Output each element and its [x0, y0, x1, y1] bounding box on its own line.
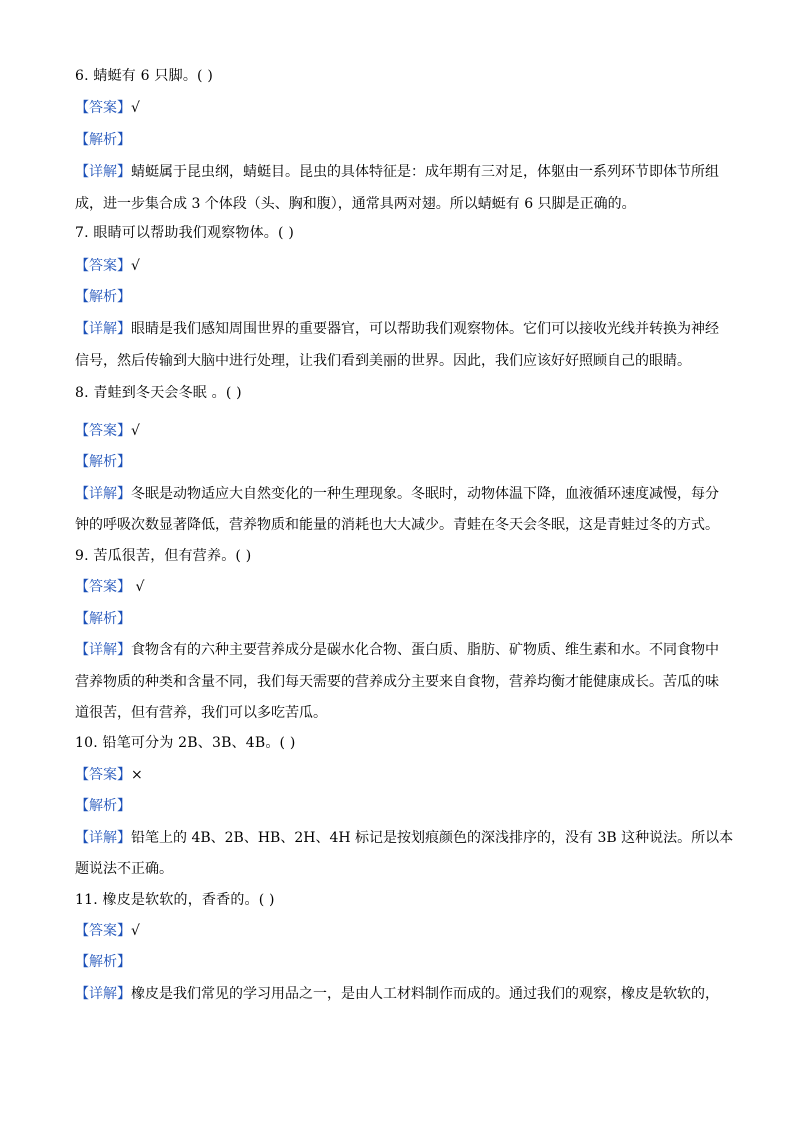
detail-text: 眼睛是我们感知周围世界的重要器官，可以帮助我们观察物体。它们可以接收光线并转换为神经	[131, 321, 719, 337]
detail-line	[75, 319, 725, 339]
answer-row-6	[75, 98, 725, 118]
question-10: 10. 铅笔可分为 2B、3B、4B。( )	[75, 735, 296, 751]
answer-value: √	[131, 923, 140, 939]
answer-value: √	[131, 100, 140, 116]
answer-label: 【答案】	[75, 258, 131, 274]
detail-line: 营养物质的种类和含量不同，我们每天需要的营养成分主要来自食物，营养均衡才能健康成长。苦瓜的味	[75, 674, 719, 690]
detail-text: 冬眠是动物适应大自然变化的一种生理现象。冬眠时，动物体温下降，血液循环速度减慢，每分	[131, 486, 719, 502]
analysis-label: 【解析】	[75, 798, 131, 814]
analysis-label: 【解析】	[75, 132, 131, 148]
answer-label: 【答案】	[75, 579, 131, 595]
detail-line	[75, 984, 725, 1004]
detail-label: 【详解】	[75, 486, 131, 502]
answer-label: 【答案】	[75, 767, 131, 783]
question-8: 8. 青蛙到冬天会冬眠 。( )	[75, 385, 242, 401]
detail-line	[75, 484, 725, 504]
analysis-label: 【解析】	[75, 954, 131, 970]
answer-label: 【答案】	[75, 423, 131, 439]
analysis-label: 【解析】	[75, 611, 131, 627]
detail-text: 铅笔上的 4B、2B、HB、2H、4H 标记是按划痕颜色的深浅排序的，没有 3B 这种说法。所以本	[131, 830, 734, 846]
question-6: 6. 蜻蜓有 6 只脚。( )	[75, 68, 213, 84]
detail-line: 题说法不正确。	[75, 861, 173, 877]
question-11: 11. 橡皮是软软的，香香的。( )	[75, 892, 275, 908]
detail-label: 【详解】	[75, 642, 131, 658]
answer-row-7	[75, 256, 725, 276]
detail-line: 钟的呼吸次数显著降低，营养物质和能量的消耗也大大减少。青蛙在冬天会冬眠，这是青蛙过冬的方式。	[75, 517, 719, 533]
answer-value: √	[131, 423, 140, 439]
detail-text: 橡皮是我们常见的学习用品之一，是由人工材料制作而成的。通过我们的观察，橡皮是软软的，	[131, 986, 719, 1002]
detail-line	[75, 162, 725, 182]
analysis-label: 【解析】	[75, 289, 131, 305]
answer-value: √	[131, 579, 145, 595]
question-9: 9. 苦瓜很苦，但有营养。( )	[75, 548, 252, 564]
detail-label: 【详解】	[75, 830, 131, 846]
question-7: 7. 眼睛可以帮助我们观察物体。( )	[75, 225, 294, 241]
detail-line: 信号，然后传输到大脑中进行处理，让我们看到美丽的世界。因此，我们应该好好照顾自己的眼睛。	[75, 353, 691, 369]
detail-line: 成，进一步集合成 3 个体段（头、胸和腹），通常具两对翅。所以蜻蜓有 6 只脚是正确的。	[75, 196, 636, 212]
answer-row-8	[75, 421, 725, 441]
detail-text: 食物含有的六种主要营养成分是碳水化合物、蛋白质、脂肪、矿物质、维生素和水。不同食物中	[131, 642, 719, 658]
analysis-label: 【解析】	[75, 454, 131, 470]
answer-label: 【答案】	[75, 100, 131, 116]
answer-value: ×	[131, 767, 143, 783]
detail-label: 【详解】	[75, 164, 131, 180]
detail-label: 【详解】	[75, 986, 131, 1002]
answer-value: √	[131, 258, 140, 274]
answer-row-11	[75, 921, 725, 941]
detail-line	[75, 828, 734, 848]
detail-line: 道很苦，但有营养，我们可以多吃苦瓜。	[75, 705, 327, 721]
answer-row-10	[75, 765, 725, 785]
answer-label: 【答案】	[75, 923, 131, 939]
answer-row-9	[75, 577, 725, 597]
detail-line	[75, 640, 725, 660]
detail-text: 蜻蜓属于昆虫纲，蜻蜓目。昆虫的具体特征是：成年期有三对足，体躯由一系列环节即体节所组	[131, 164, 719, 180]
detail-label: 【详解】	[75, 321, 131, 337]
